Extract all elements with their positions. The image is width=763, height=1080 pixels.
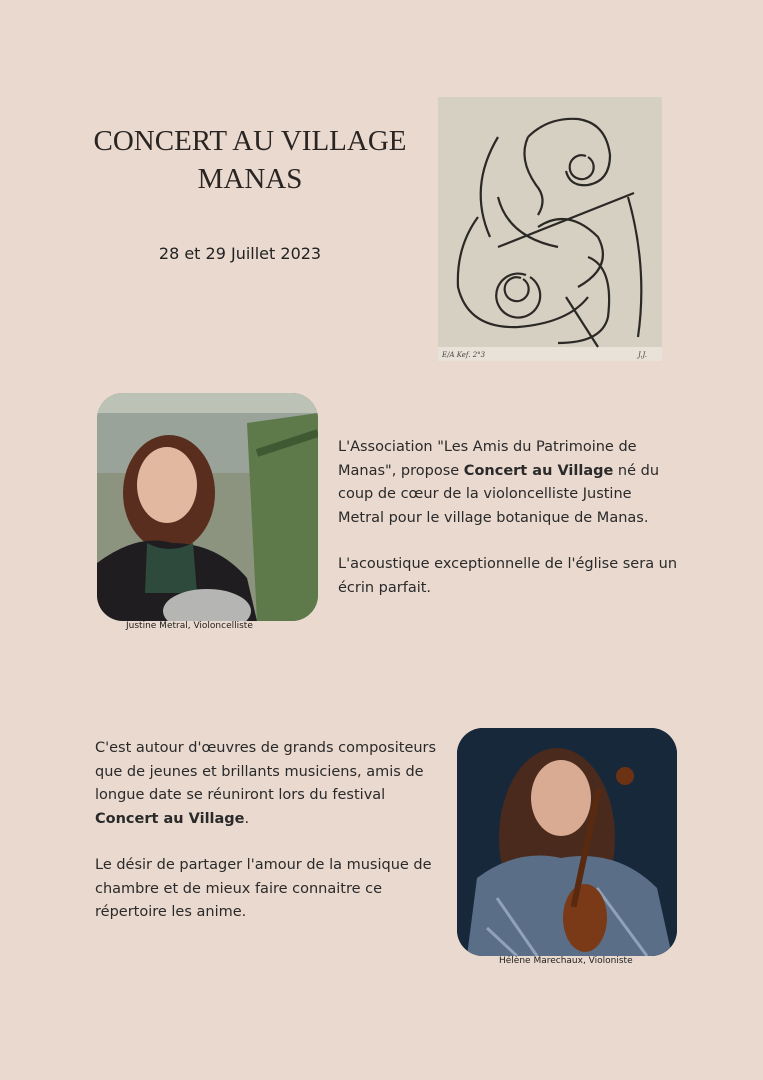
- cellist-photo: [97, 393, 318, 621]
- concert-name-bold: Concert au Village: [463, 462, 614, 479]
- cellist-caption: Justine Metral, Violoncelliste: [126, 621, 253, 631]
- artwork-signature-right: J.J.: [638, 351, 647, 359]
- festival-paragraph-1: C'est autour d'œuvres de grands compositeurs que de jeunes et brillants musiciens, amis de longue date se réuniront lors du festival Concert au Village.: [95, 740, 437, 827]
- concert-name-bold-2: Concert au Village: [95, 810, 245, 827]
- violinist-caption: Hélène Marechaux, Violoniste: [499, 956, 633, 966]
- intro-paragraph-1: L'Association "Les Amis du Patrimoine de Manas", propose Concert au Village né du coup de cœur de la violoncelliste Justine Metral pour le village botanique de Manas.: [338, 439, 660, 526]
- festival-paragraph-2: Le désir de partager l'amour de la musique de chambre et de mieux faire connaitre ce répertoire les anime.: [95, 857, 432, 920]
- intro-paragraph-2: L'acoustique exceptionnelle de l'église sera un écrin parfait.: [338, 556, 678, 596]
- etching-drawing: [438, 97, 662, 361]
- intro-text-block: [338, 436, 678, 623]
- page-title: [60, 122, 440, 198]
- cellist-etching-artwork: [438, 97, 662, 361]
- event-dates: 28 et 29 Juillet 2023: [158, 244, 322, 263]
- violinist-photo: [457, 728, 677, 956]
- artwork-signature-left: E/A Kef. 2°3: [442, 351, 486, 359]
- title-line-1: CONCERT AU VILLAGE: [93, 125, 407, 157]
- festival-text-block: [95, 737, 451, 948]
- title-line-2: MANAS: [197, 163, 303, 195]
